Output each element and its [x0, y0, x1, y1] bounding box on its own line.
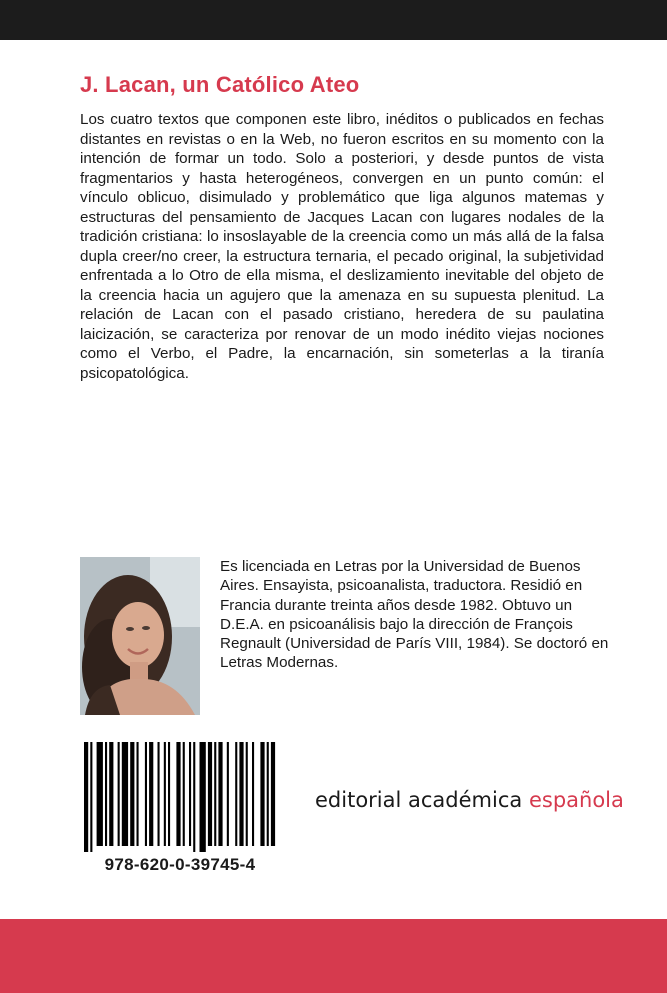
barcode-bar	[97, 742, 103, 846]
publisher-logo	[315, 788, 624, 812]
barcode-bar	[109, 742, 113, 846]
barcode-bar	[164, 742, 166, 846]
barcode-bar	[214, 742, 216, 846]
barcode-bar	[176, 742, 180, 846]
barcode-bar	[145, 742, 147, 846]
book-title: J. Lacan, un Católico Ateo	[80, 72, 360, 97]
isbn-number: 978-620-0-39745-4	[104, 855, 256, 874]
barcode-bar	[235, 742, 237, 846]
author-bio: Es licenciada en Letras por la Universidad de Buenos Aires. Ensayista, psicoanalista, traductora. Residió en Francia durante treinta años desde 1982. Obtuvo un D.E.A. en psicoanálisis bajo la dirección de François Regnault (Universidad de París VIII, 1984). Se doctoró en Letras Modernas.	[220, 558, 609, 672]
barcode-bar	[239, 742, 243, 846]
barcode-bar	[252, 742, 254, 846]
barcode-bar	[118, 742, 120, 846]
barcode-bar	[90, 742, 92, 852]
bottom-band	[0, 919, 667, 993]
publisher-name: editorial académica	[315, 788, 523, 812]
barcode-bar	[137, 742, 139, 846]
barcode-bar	[246, 742, 248, 846]
barcode-bar	[149, 742, 153, 846]
barcode-bar	[227, 742, 229, 846]
publisher-name-accent: española	[528, 788, 624, 812]
barcode-bar	[271, 742, 275, 846]
barcode-bar	[193, 742, 195, 852]
barcode-bar	[260, 742, 264, 846]
barcode-bar	[189, 742, 191, 846]
barcode-bar	[267, 742, 269, 846]
book-synopsis: Los cuatro textos que componen este libro, inéditos o publicados en fechas distantes en revistas o en la Web, no fueron escritos en su momento con la intención de formar un todo. Solo a posteriori, y desde puntos de vista fragmentarios y hasta heterogéneos, convergen en un punto común: el vínculo oblicuo, disimulado y problemático que liga algunos matemas y estructuras del pensamiento de Jacques Lacan con lugares nodales de la tradición cristiana: lo insoslayable de la creencia como un más allá de la falsa dupla creer/no creer, la estructura ternaria, el pecado original, la subjetividad enfrentada a lo Otro de ella misma, el deslizamiento inevitable del objeto de la creencia hacia un agujero que la amenaza en su supuesta plenitud. La relación de Lacan con el pasado cristiano, heredera de su paulatina laicización, se caracteriza por renovar de un modo inédito viejas nociones como el Verbo, el Padre, la encarnación, sin someterlas a la tiranía psicopatológica.	[80, 111, 604, 382]
barcode-bar	[105, 742, 107, 846]
barcode-bar	[200, 742, 206, 852]
barcode-bar	[168, 742, 170, 846]
barcode-bar	[158, 742, 160, 846]
barcode-bar	[208, 742, 212, 846]
barcode-bar	[218, 742, 222, 846]
barcode-bar	[122, 742, 128, 846]
author-photo	[80, 557, 200, 715]
barcode-bar	[84, 742, 88, 852]
barcode-bar	[130, 742, 134, 846]
top-band	[0, 0, 667, 40]
barcode-bar	[183, 742, 185, 846]
